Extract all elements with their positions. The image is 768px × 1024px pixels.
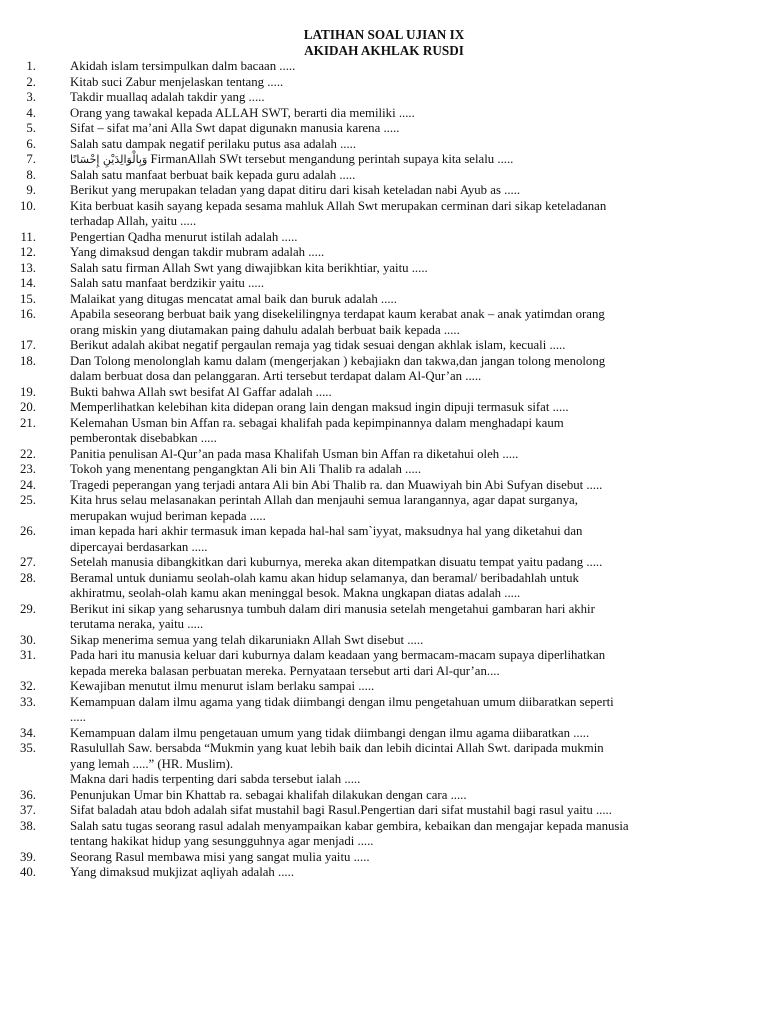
question-text: Kita hrus selau melasanakan perintah Allah dan menjauhi semua larangannya, agar dapat surganya, merupakan wujud beriman kepada ..... <box>70 493 578 523</box>
question-item <box>0 788 768 804</box>
question-item <box>0 261 768 277</box>
question-number: 19. <box>20 384 36 399</box>
question-item <box>0 571 768 602</box>
question-item <box>0 230 768 246</box>
question-item <box>0 648 768 679</box>
question-text: Dan Tolong menolonglah kamu dalam (mengerjakan ) kebajiakn dan takwa,dan jangan tolong menolong dalam berbuat dosa dan pelanggaran. Arti tersebut terdapat dalam Al-Qur’an ..... <box>70 353 606 383</box>
question-item <box>0 276 768 292</box>
question-number: 4. <box>26 105 36 120</box>
arabic-verse: وَبِالْوَالِدَيْنِ إِحْسَانًا <box>70 153 148 166</box>
question-number: 21. <box>20 415 36 430</box>
question-text: Kemampuan dalam ilmu pengetauan umum yang tidak diimbangi dengan ilmu agama diibaratkan ..... <box>70 725 590 740</box>
question-number: 9. <box>26 183 36 197</box>
question-item <box>0 307 768 338</box>
question-number: 12. <box>20 245 36 259</box>
question-number: 17. <box>20 338 36 352</box>
question-number: 6. <box>26 136 36 151</box>
question-text: Salah satu tugas seorang rasul adalah menyampaikan kabar gembira, kebaikan dan mengajar kepada manusia tentang hakikat hidup yang sesungguhnya agar menjadi ..... <box>70 818 629 848</box>
question-item <box>0 524 768 555</box>
question-text: Bukti bahwa Allah swt besifat Al Gaffar adalah ..... <box>70 384 332 399</box>
question-item <box>0 478 768 494</box>
question-number: 23. <box>20 462 36 476</box>
question-item <box>0 199 768 230</box>
question-item <box>0 400 768 416</box>
question-text: Kita berbuat kasih sayang kepada sesama mahluk Allah Swt merupakan cerminan dari sikap keteladanan terhadap Allah, yaitu ..... <box>70 198 607 228</box>
question-text: Akidah islam tersimpulkan dalm bacaan ..... <box>70 59 296 73</box>
question-text: Seorang Rasul membawa misi yang sangat mulia yaitu ..... <box>70 849 370 864</box>
question-text: Kemampuan dalam ilmu agama yang tidak diimbangi dengan ilmu pengetahuan umum diibaratkan seperti ..... <box>70 694 614 724</box>
question-text: Setelah manusia dibangkitkan dari kuburnya, mereka akan ditempatkan disuatu tempat yaitu padang ..... <box>70 555 603 569</box>
question-number: 31. <box>20 648 36 662</box>
question-number: 18. <box>20 353 36 368</box>
question-item <box>0 106 768 122</box>
question-text: Tragedi peperangan yang terjadi antara Ali bin Abi Thalib ra. dan Muawiyah bin Abi Sufyan disebut ..... <box>70 477 603 492</box>
question-item <box>0 602 768 633</box>
question-item <box>0 137 768 153</box>
question-number: 40. <box>20 865 36 879</box>
question-text: Panitia penulisan Al-Qur’an pada masa Khalifah Usman bin Affan ra diketahui oleh ..... <box>70 446 519 461</box>
question-number: 32. <box>20 679 36 693</box>
question-text: Orang yang tawakal kepada ALLAH SWT, berarti dia memiliki ..... <box>70 105 415 120</box>
question-text-content: FirmanAllah SWt tersebut mengandung perintah supaya kita selalu ..... <box>147 152 514 166</box>
question-item <box>0 462 768 478</box>
question-number: 16. <box>20 307 36 321</box>
question-number: 35. <box>20 741 36 755</box>
question-text: Yang dimaksud mukjizat aqliyah adalah ..... <box>70 865 295 879</box>
question-text: Memperlihatkan kelebihan kita didepan orang lain dengan maksud ingin dipuji termasuk sifat ..... <box>70 400 569 414</box>
question-text: Salah satu dampak negatif perilaku putus asa adalah ..... <box>70 136 357 151</box>
question-text: Berikut yang merupakan teladan yang dapat ditiru dari kisah keteladan nabi Ayub as ..... <box>70 183 521 197</box>
question-item <box>0 555 768 571</box>
question-item <box>0 354 768 385</box>
question-number: 7. <box>26 152 36 166</box>
question-text: Berikut adalah akibat negatif pergaulan remaja yag tidak sesuai dengan akhlak islam, kecuali ..... <box>70 338 566 352</box>
question-text: Salah satu manfaat berdzikir yaitu ..... <box>70 276 265 290</box>
question-text: Kelemahan Usman bin Affan ra. sebagai khalifah pada kepimpinannya dalam menghadapi kaum pemberontak disebabkan ..... <box>70 415 564 445</box>
question-item <box>0 338 768 354</box>
question-number: 14. <box>20 276 36 290</box>
question-item <box>0 385 768 401</box>
question-item <box>0 633 768 649</box>
question-text: Sikap menerima semua yang telah dikaruniakn Allah Swt disebut ..... <box>70 632 424 647</box>
question-number: 33. <box>20 694 36 709</box>
question-number: 39. <box>20 849 36 864</box>
question-item <box>0 168 768 184</box>
question-text: Tokoh yang menentang pengangktan Ali bin Ali Thalib ra adalah ..... <box>70 462 422 476</box>
question-number: 11. <box>20 229 36 244</box>
question-text: Berikut ini sikap yang seharusnya tumbuh dalam diri manusia setelah mengetahui gambaran hari akhir terutama neraka, yaitu ..... <box>70 601 595 631</box>
question-item <box>0 90 768 106</box>
question-number: 28. <box>20 570 36 585</box>
question-item <box>0 152 768 168</box>
question-number: 20. <box>20 400 36 414</box>
question-text: Penunjukan Umar bin Khattab ra. sebagai khalifah dilakukan dengan cara ..... <box>70 787 467 802</box>
question-item <box>0 416 768 447</box>
question-number: 30. <box>20 632 36 647</box>
question-number: 1. <box>26 59 36 73</box>
question-number: 22. <box>20 446 36 461</box>
question-list <box>0 59 768 881</box>
question-item <box>0 679 768 695</box>
question-item <box>0 292 768 308</box>
question-text: Pengertian Qadha menurut istilah adalah ..... <box>70 229 298 244</box>
question-text: Sifat – sifat ma’ani Alla Swt dapat digunakn manusia karena ..... <box>70 121 400 135</box>
question-number: 27. <box>20 555 36 569</box>
question-text: Yang dimaksud dengan takdir mubram adalah ..... <box>70 245 325 259</box>
question-number: 24. <box>20 477 36 492</box>
question-text: Malaikat yang ditugas mencatat amal baik dan buruk adalah ..... <box>70 291 397 306</box>
question-number: 34. <box>20 725 36 740</box>
question-item <box>0 695 768 726</box>
question-text: iman kepada hari akhir termasuk iman kepada hal-hal sam`iyyat, maksudnya hal yang diketahui dan dipercayai berdasarkan ..... <box>70 524 583 554</box>
question-number: 25. <box>20 493 36 507</box>
question-item <box>0 447 768 463</box>
question-text: Salah satu firman Allah Swt yang diwajibkan kita berikhtiar, yaitu ..... <box>70 260 428 275</box>
question-item <box>0 726 768 742</box>
question-text <box>70 152 702 168</box>
question-item <box>0 741 768 788</box>
question-item <box>0 850 768 866</box>
question-number: 8. <box>26 167 36 182</box>
question-item <box>0 59 768 75</box>
question-item <box>0 803 768 819</box>
question-item <box>0 183 768 199</box>
question-number: 13. <box>20 260 36 275</box>
question-number: 29. <box>20 601 36 616</box>
question-number: 26. <box>20 524 36 538</box>
exam-subtitle: AKIDAH AKHLAK RUSDI <box>304 42 464 58</box>
question-number: 2. <box>26 74 36 89</box>
question-text: Kewajiban menutut ilmu menurut islam berlaku sampai ..... <box>70 679 375 693</box>
question-item <box>0 493 768 524</box>
question-text: Salah satu manfaat berbuat baik kepada guru adalah ..... <box>70 167 356 182</box>
question-item <box>0 819 768 850</box>
question-text: Pada hari itu manusia keluar dari kuburnya dalam keadaan yang bermacam-macam supaya diperlihatkan kepada mereka balasan perbuatan mereka. Pernyataan tersebut arti dari Al-qur’an.... <box>70 648 606 678</box>
question-number: 5. <box>26 121 36 135</box>
question-item <box>0 75 768 91</box>
question-text: Rasulullah Saw. bersabda “Mukmin yang kuat lebih baik dan lebih dicintai Allah Swt. daripada mukmin yang lemah .....” (HR. Muslim). Makna dari hadis terpenting dari sabda tersebut ialah ..... <box>70 741 604 786</box>
question-number: 38. <box>20 818 36 833</box>
question-item <box>0 865 768 881</box>
question-number: 3. <box>26 90 36 104</box>
question-item <box>0 245 768 261</box>
question-number: 15. <box>20 291 36 306</box>
question-item <box>0 121 768 137</box>
question-text: Takdir muallaq adalah takdir yang ..... <box>70 90 265 104</box>
question-text: Sifat baladah atau bdoh adalah sifat mustahil bagi Rasul.Pengertian dari sifat mustahil bagi rasul yaitu ..... <box>70 803 612 817</box>
question-text: Apabila seseorang berbuat baik yang disekelilingnya terdapat kaum kerabat anak – anak yatimdan orang orang miskin yang diutamakan paing dahulu adalah berbuat baik kepada ..... <box>70 307 605 337</box>
question-text: Beramal untuk duniamu seolah-olah kamu akan hidup selamanya, dan beramal/ beribadahlah untuk akhiratmu, seolah-olah kamu akan meninggal besok. Makna ungkapan diatas adalah ..... <box>70 570 579 600</box>
question-number: 37. <box>20 803 36 817</box>
question-number: 10. <box>20 198 36 213</box>
question-number: 36. <box>20 787 36 802</box>
exam-title: LATIHAN SOAL UJIAN IX <box>303 27 465 42</box>
question-text: Kitab suci Zabur menjelaskan tentang ..... <box>70 74 284 89</box>
